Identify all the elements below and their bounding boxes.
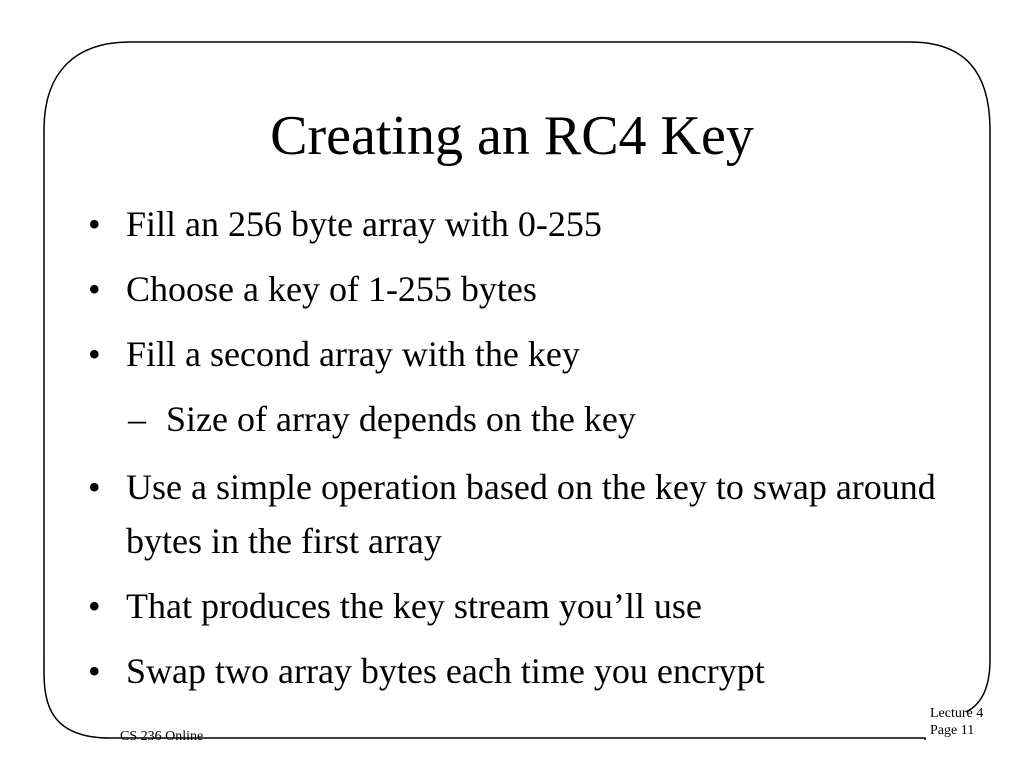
bullet-marker: •: [88, 204, 101, 244]
slide-title: Creating an RC4 Key: [270, 105, 754, 167]
footer-course: CS 236 Online: [120, 729, 204, 744]
bullet-marker: •: [88, 586, 101, 626]
sub-bullet-item: [128, 392, 928, 446]
bullet-item: [88, 327, 948, 381]
sub-bullet-text: Size of array depends on the key: [166, 399, 636, 439]
bullet-text: Fill a second array with the key: [126, 334, 580, 374]
bullet-item: [88, 579, 948, 633]
footer-lecture: Lecture 4: [930, 706, 984, 721]
bullet-item: [88, 197, 948, 251]
bullet-text: Use a simple operation based on the key to swap around bytes in the first array: [126, 467, 936, 561]
bullet-text: Fill an 256 byte array with 0-255: [126, 204, 602, 244]
footer-page: Page 11: [930, 723, 975, 738]
bullet-text: Swap two array bytes each time you encrypt: [126, 651, 765, 691]
bullet-marker: •: [88, 334, 101, 374]
footer-page-info: [930, 705, 983, 739]
bullet-item: [88, 262, 948, 316]
bullet-item: [88, 644, 948, 698]
sub-bullet-marker: –: [128, 399, 146, 439]
bullet-marker: •: [88, 467, 101, 507]
bullet-marker: •: [88, 269, 101, 309]
bullet-item: [88, 460, 948, 568]
bullet-text: That produces the key stream you’ll use: [126, 586, 702, 626]
bullet-marker: •: [88, 651, 101, 691]
bullet-text: Choose a key of 1-255 bytes: [126, 269, 537, 309]
